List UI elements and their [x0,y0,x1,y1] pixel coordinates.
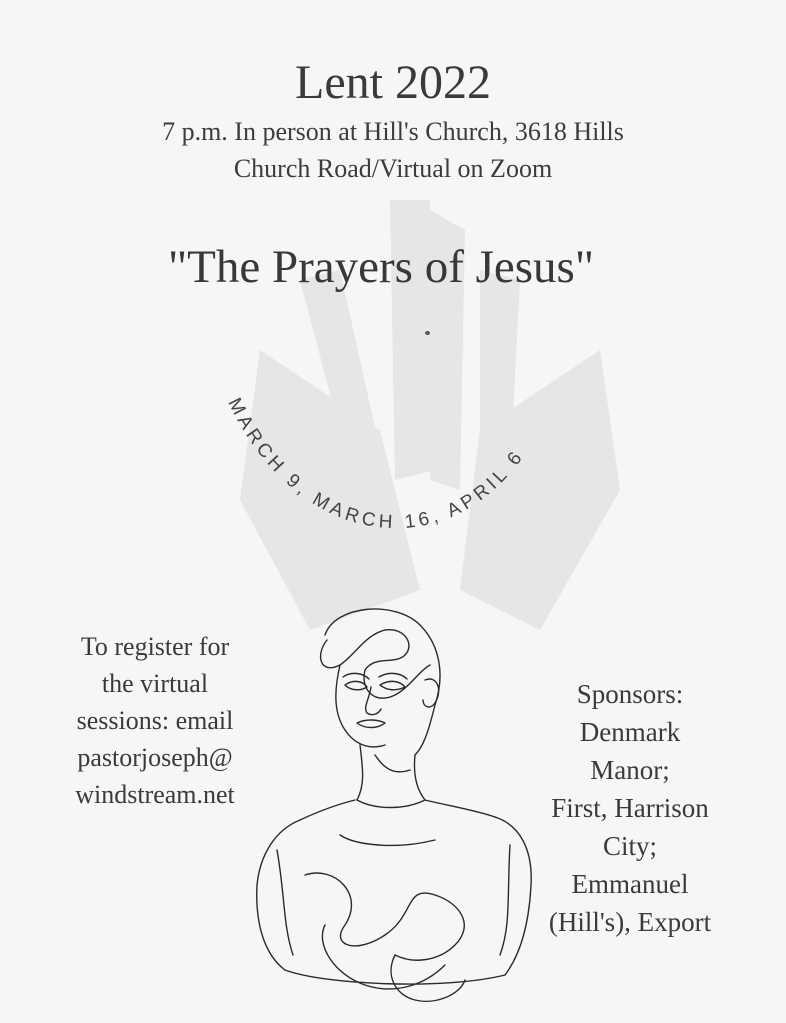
line-drawing-portrait-icon [245,595,545,1015]
dates-arc [180,340,620,580]
event-details-line-2: Church Road/Virtual on Zoom [233,154,553,183]
page-title: Lent 2022 [295,56,491,109]
sponsors-list [530,675,730,941]
registration-line: sessions: email [76,706,234,735]
dates-arc-textpath: MARCH 9, MARCH 16, APRIL 6 [223,394,529,534]
sponsor-line: City; [602,831,657,861]
sponsor-line: Denmark [579,717,681,747]
dates-arc-text [223,395,528,534]
sponsors-heading: Sponsors: [576,679,684,709]
series-title-text: "The Prayers of Jesus" [167,241,595,293]
ink-speck [425,331,430,335]
registration-email-domain: windstream.net [75,780,235,809]
registration-line: To register for [80,632,230,661]
sponsor-line: First, Harrison [551,793,709,823]
registration-info [55,628,255,813]
sponsor-line: Manor; [590,755,670,785]
event-details [0,113,786,187]
registration-email-part: pastorjoseph@ [77,743,233,772]
series-title [0,240,786,294]
sponsor-line: Emmanuel [571,869,689,899]
registration-line: the virtual [101,669,209,698]
event-details-line-1: 7 p.m. In person at Hill's Church, 3618 Hills [162,117,624,146]
sponsor-line: (Hill's), Export [548,907,712,937]
